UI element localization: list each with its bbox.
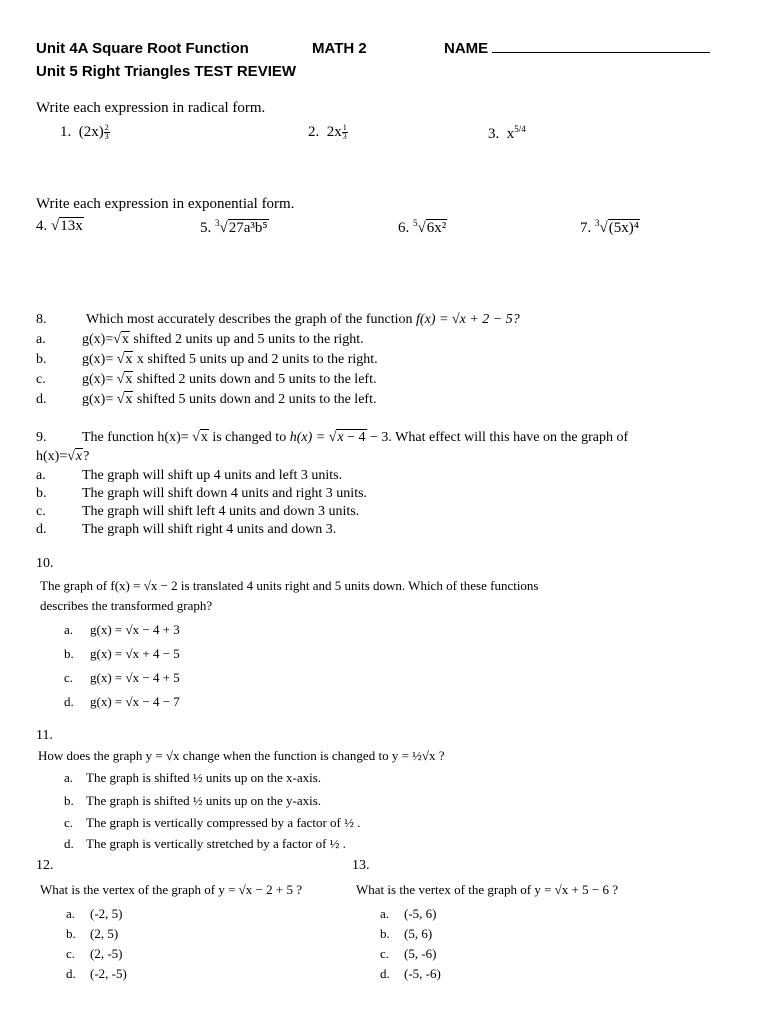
section2-instruction: Write each expression in exponential form. [36, 196, 295, 212]
q9-stem-cont: h(x)=√x? [36, 449, 90, 464]
question-3: 3. $x^{5/4}$ [488, 124, 526, 142]
unit-title: Unit 4A Square Root Function [36, 40, 249, 57]
q10-option-d[interactable]: d. g(x) = √x − 4 − 7 [64, 694, 180, 709]
q8-stem: Which most accurately describes the graph of the function f(x) = √x + 2 − 5? [86, 312, 520, 327]
q10-option-b[interactable]: b. g(x) = √x + 4 − 5 [64, 646, 180, 661]
q11-option-d[interactable]: d. The graph is vertically stretched by a factor of ½ . [64, 836, 346, 851]
q11-option-a[interactable]: a. The graph is shifted ½ units up on the x-axis. [64, 770, 322, 785]
q10-stem-line2: describes the transformed graph? [40, 598, 213, 613]
q12-option-d[interactable]: d. (-2, -5) [66, 966, 127, 981]
q13-option-a[interactable]: a. (-5, 6) [380, 906, 437, 921]
name-field[interactable] [444, 40, 710, 57]
q11-stem: How does the graph y = √x change when the function is changed to y = ½√x ? [38, 748, 445, 763]
q9-option-b[interactable]: b. The graph will shift down 4 units and right 3 units. [36, 486, 368, 501]
q8-option-d[interactable]: d. g(x)= √x shifted 5 units down and 2 units to the left. [36, 392, 377, 407]
q11-option-b[interactable]: b. The graph is shifted ½ units up on the y-axis. [64, 793, 322, 808]
q12-option-b[interactable]: b. (2, 5) [66, 926, 119, 941]
q12-stem: What is the vertex of the graph of y = √x − 2 + 5 ? [40, 882, 302, 897]
q8-option-c[interactable]: c. g(x)= √x shifted 2 units down and 5 units to the left. [36, 372, 377, 387]
q9-number: 9. [36, 430, 47, 445]
q11-number: 11. [36, 728, 53, 743]
q13-option-d[interactable]: d. (-5, -6) [380, 966, 441, 981]
q12-number: 12. [36, 858, 54, 873]
q9-stem: The function h(x)= √x is changed to h(x) = √x − 4 − 3. What effect will this have on the graph of [82, 430, 629, 445]
question-6: 6. $^5$√6x² [398, 218, 447, 236]
question-1: 1. (2x) $\frac{2}{3}$ [60, 123, 109, 142]
question-2: 2. 2x $\frac{1}{3}$ [308, 123, 347, 142]
q13-number: 13. [352, 858, 370, 873]
section1-instruction: Write each expression in radical form. [36, 100, 266, 116]
name-label: NAME [444, 40, 489, 57]
q10-option-a[interactable]: a. g(x) = √x − 4 + 3 [64, 622, 180, 637]
review-title: Unit 5 Right Triangles TEST REVIEW [36, 63, 297, 80]
q12-option-a[interactable]: a. (-2, 5) [66, 906, 123, 921]
question-7: 7. $^3$√(5x)⁴ [580, 218, 639, 236]
q10-stem-line1: The graph of f(x) = √x − 2 is translated 4 units right and 5 units down. Which of these functions [40, 578, 539, 593]
q10-option-c[interactable]: c. g(x) = √x − 4 + 5 [64, 670, 180, 685]
question-5: 5. $^3$√27a³b⁵ [200, 218, 268, 236]
q8-option-b[interactable]: b. g(x)= √x x shifted 5 units up and 2 units to the right. [36, 352, 378, 367]
q8-number: 8. [36, 312, 47, 327]
question-4: 4. √13x [36, 218, 83, 234]
name-line [492, 52, 710, 53]
q13-option-b[interactable]: b. (5, 6) [380, 926, 433, 941]
q8-option-a[interactable]: a. g(x)=√x shifted 2 units up and 5 units to the right. [36, 332, 364, 347]
subject-label: MATH 2 [312, 40, 367, 57]
q12-option-c[interactable]: c. (2, -5) [66, 946, 123, 961]
q9-option-c[interactable]: c. The graph will shift left 4 units and down 3 units. [36, 504, 360, 519]
q11-option-c[interactable]: c. The graph is vertically compressed by a factor of ½ . [64, 815, 361, 830]
q9-option-a[interactable]: a. The graph will shift up 4 units and left 3 units. [36, 468, 343, 483]
q10-number: 10. [36, 556, 54, 571]
q13-stem: What is the vertex of the graph of y = √x + 5 − 6 ? [356, 882, 618, 897]
q9-option-d[interactable]: d. The graph will shift right 4 units and down 3. [36, 522, 337, 537]
q13-option-c[interactable]: c. (5, -6) [380, 946, 437, 961]
